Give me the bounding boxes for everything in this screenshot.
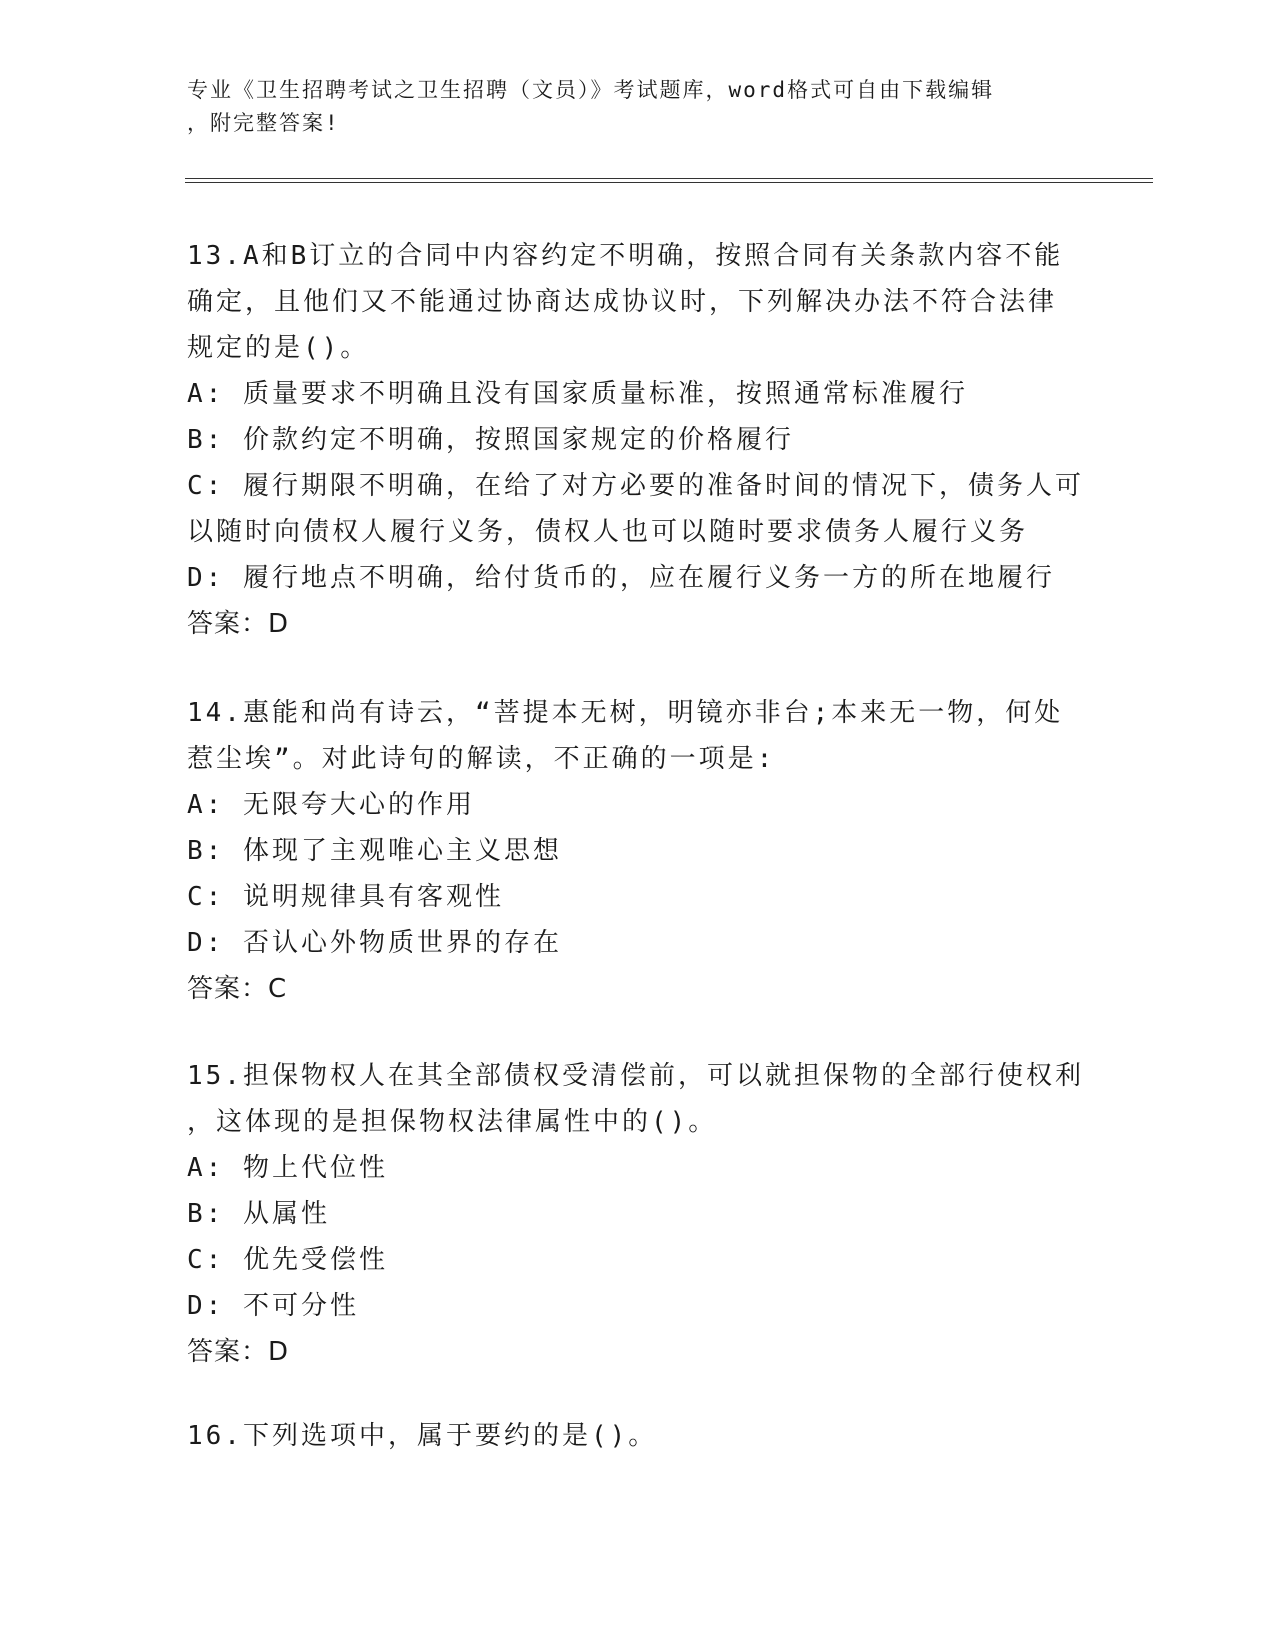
option-a: A: 物上代位性	[187, 1153, 388, 1183]
answer-label: 答案：C	[187, 974, 288, 1004]
question-stem-line: 14.惠能和尚有诗云，“菩提本无树，明镜亦非台;本来无一物，何处	[187, 698, 1064, 728]
header-line-1: 专业《卫生招聘考试之卫生招聘（文员）》考试题库，word格式可自由下载编辑	[187, 78, 995, 102]
question-14	[187, 690, 1087, 1012]
option-d: D: 否认心外物质世界的存在	[187, 928, 562, 958]
answer-label: 答案：D	[187, 609, 290, 639]
option-c: C: 履行期限不明确，在给了对方必要的准备时间的情况下，债务人可	[187, 471, 1084, 501]
question-stem-line: ，这体现的是担保物权法律属性中的()。	[187, 1107, 718, 1137]
question-stem-line: 13.A和B订立的合同中内容约定不明确，按照合同有关条款内容不能	[187, 241, 1064, 271]
header-divider	[185, 178, 1153, 183]
question-15	[187, 1053, 1087, 1375]
option-d: D: 履行地点不明确，给付货币的，应在履行义务一方的所在地履行	[187, 563, 1055, 593]
question-stem-line: 确定，且他们又不能通过协商达成协议时，下列解决办法不符合法律	[187, 287, 1058, 317]
option-c-continued: 以随时向债权人履行义务，债权人也可以随时要求债务人履行义务	[187, 517, 1029, 547]
question-stem-line: 惹尘埃”。对此诗句的解读，不正确的一项是:	[187, 744, 776, 774]
question-16	[187, 1413, 1087, 1459]
option-a: A: 质量要求不明确且没有国家质量标准，按照通常标准履行	[187, 379, 968, 409]
header-line-2: ，附完整答案!	[187, 111, 340, 135]
option-d: D: 不可分性	[187, 1291, 359, 1321]
option-c: C: 说明规律具有客观性	[187, 882, 504, 912]
question-13	[187, 233, 1087, 647]
question-stem-line: 规定的是()。	[187, 333, 370, 363]
option-b: B: 从属性	[187, 1199, 330, 1229]
option-b: B: 价款约定不明确，按照国家规定的价格履行	[187, 425, 794, 455]
question-stem-line: 16.下列选项中，属于要约的是()。	[187, 1421, 658, 1451]
document-header	[187, 74, 1067, 140]
option-b: B: 体现了主观唯心主义思想	[187, 836, 562, 866]
option-a: A: 无限夸大心的作用	[187, 790, 475, 820]
option-c: C: 优先受偿性	[187, 1245, 388, 1275]
answer-label: 答案：D	[187, 1337, 290, 1367]
question-stem-line: 15.担保物权人在其全部债权受清偿前，可以就担保物的全部行使权利	[187, 1061, 1084, 1091]
